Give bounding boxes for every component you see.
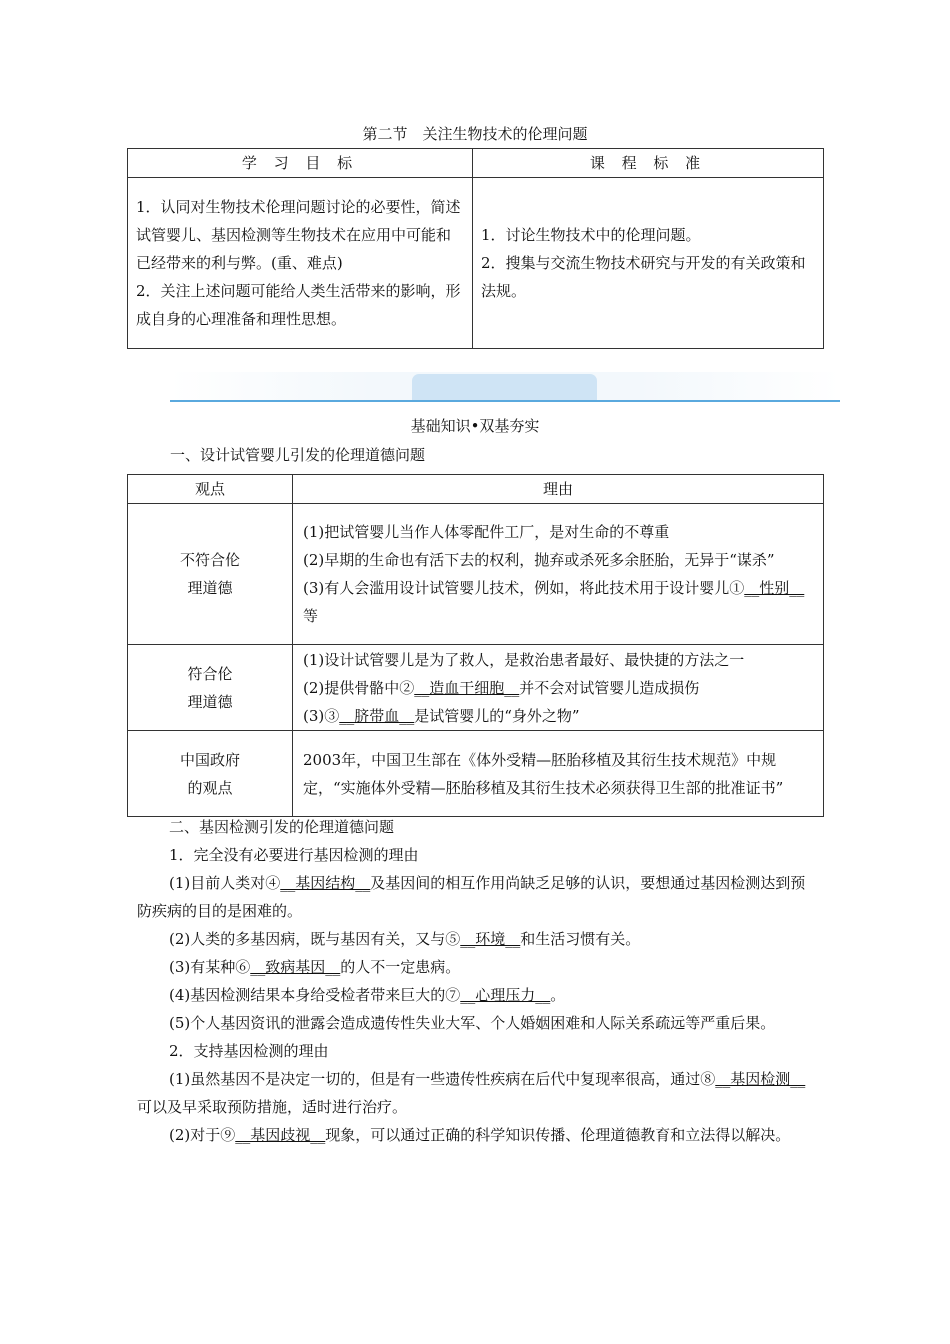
reason-item: (3)有人会滥用设计试管婴儿技术，例如，将此技术用于设计婴儿①__性别__等 [303, 579, 805, 625]
course-standard-item: 1．讨论生物技术中的伦理问题。 [481, 226, 701, 244]
view-cell-ethical [128, 645, 293, 731]
answer-fill: __基因检测__ [715, 1070, 806, 1088]
paragraph: (2)人类的多基因病，既与基因有关，又与⑤__环境__和生活习惯有关。 [169, 930, 641, 948]
ethics-table [127, 474, 824, 817]
learning-goals-table [127, 148, 824, 349]
view-label-line: 的观点 [187, 778, 233, 797]
section-heading: 基础知识•双基夯实 [410, 417, 540, 435]
course-standards-cell [473, 178, 824, 349]
view-label-line: 理道德 [187, 579, 233, 597]
answer-fill: __造血干细胞__ [414, 678, 520, 697]
table-header-course-standards: 课 程 标 准 [473, 149, 824, 178]
reason-cell-ethical [293, 645, 824, 731]
learning-goal-item: 2．关注上述问题可能给人类生活带来的影响，形成自身的心理准备和理性思想。 [136, 282, 461, 328]
reason-cell-unethical [293, 504, 824, 645]
reason-item: (3)③__脐带血__是试管婴儿的“身外之物” [303, 706, 580, 725]
reason-item: (1)设计试管婴儿是为了救人，是救治患者最好、最快捷的方法之一 [303, 650, 745, 669]
part2-sub1-heading: 1．完全没有必要进行基因检测的理由 [169, 846, 419, 864]
reason-item: (1)把试管婴儿当作人体零配件工厂，是对生命的不尊重 [303, 523, 670, 541]
learning-goal-item: 1．认同对生物技术伦理问题讨论的必要性，简述试管婴儿、基因检测等生物技术在应用中可能和已经带来的利与弊。(重、难点) [136, 198, 461, 272]
answer-fill: __基因结构__ [280, 874, 371, 892]
part2-sub2-heading: 2．支持基因检测的理由 [169, 1042, 329, 1060]
answer-fill: __环境__ [460, 930, 521, 948]
section-banner-tab [412, 374, 597, 400]
view-label-line: 不符合伦 [179, 551, 240, 569]
answer-fill: __性别__ [744, 579, 805, 597]
page-title: 第二节 关注生物技术的伦理问题 [362, 125, 588, 143]
view-label-line: 理道德 [187, 692, 233, 711]
answer-fill: __心理压力__ [460, 986, 551, 1004]
answer-fill: __基因歧视__ [235, 1126, 326, 1144]
reason-item: (2)早期的生命也有活下去的权利，抛弃或杀死多余胚胎，无异于“谋杀” [303, 551, 775, 569]
paragraph: (3)有某种⑥__致病基因__的人不一定患病。 [169, 958, 461, 976]
course-standard-item: 2．搜集与交流生物技术研究与开发的有关政策和法规。 [481, 254, 806, 300]
table-header-learning-goals: 学 习 目 标 [128, 149, 473, 178]
view-label-line: 符合伦 [187, 664, 233, 683]
part2-section [137, 813, 817, 1149]
answer-fill: __致病基因__ [250, 958, 341, 976]
reason-cell-government [293, 731, 824, 817]
part2-heading: 二、基因检测引发的伦理道德问题 [169, 818, 395, 836]
paragraph: (1)目前人类对④__基因结构__及基因间的相互作用尚缺乏足够的认识，要想通过基因检测达到预防疾病的目的是困难的。 [137, 874, 806, 920]
table-header-reason: 理由 [293, 475, 824, 504]
table-header-view: 观点 [128, 475, 293, 504]
view-label-line: 中国政府 [179, 750, 240, 769]
paragraph: (4)基因检测结果本身给受检者带来巨大的⑦__心理压力__。 [169, 986, 566, 1004]
part1-heading: 一、设计试管婴儿引发的伦理道德问题 [170, 446, 426, 464]
learning-goals-cell [128, 178, 473, 349]
answer-fill: __脐带血__ [339, 706, 415, 725]
paragraph: (1)虽然基因不是决定一切的，但是有一些遗传性疾病在后代中复现率很高，通过⑧__基因检测__可以及早采取预防措施，适时进行治疗。 [137, 1070, 806, 1116]
view-cell-unethical [128, 504, 293, 645]
paragraph: (5)个人基因资讯的泄露会造成遗传性失业大军、个人婚姻困难和人际关系疏远等严重后果。 [169, 1014, 776, 1032]
reason-item: (2)提供骨骼中②__造血干细胞__并不会对试管婴儿造成损伤 [303, 678, 700, 697]
reason-item: 2003年，中国卫生部在《体外受精—胚胎移植及其衍生技术规范》中规定，“实施体外受精—胚胎移植及其衍生技术必须获得卫生部的批准证书” [303, 750, 784, 797]
view-cell-government [128, 731, 293, 817]
paragraph: (2)对于⑨__基因歧视__现象，可以通过正确的科学知识传播、伦理道德教育和立法得以解决。 [169, 1126, 791, 1144]
section-banner-divider [170, 400, 840, 402]
